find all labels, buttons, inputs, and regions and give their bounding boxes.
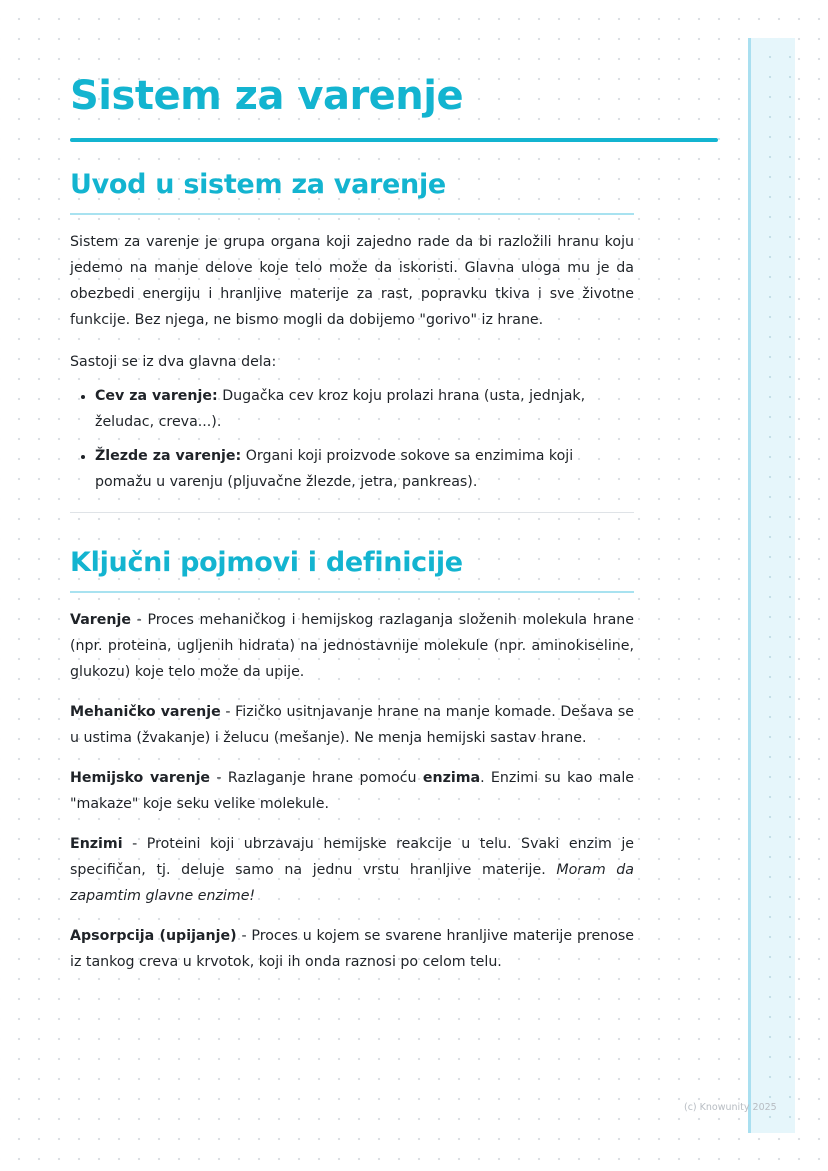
definition xyxy=(70,831,634,909)
definition-text: - Razlaganje hrane pomoću xyxy=(210,770,423,786)
definition xyxy=(70,923,634,975)
intro-paragraph: Sastoji se iz dva glavna dela: xyxy=(70,354,277,370)
copyright-footer: (c) Knowunity 2025 xyxy=(684,1102,777,1113)
list-item-term: Cev za varenje: xyxy=(95,388,218,404)
definition-term: Enzimi xyxy=(70,836,123,852)
definition xyxy=(70,607,634,685)
section-underline xyxy=(70,591,634,593)
definition-note: Moram da zapamtim glavne enzime! xyxy=(70,862,634,904)
section-heading: Ključni pojmovi i definicije xyxy=(70,547,463,578)
definition-term: Apsorpcija (upijanje) xyxy=(70,928,237,944)
definition-text: - Proteini koji ubrzavaju hemijske reakcije u telu. Svaki enzim je specifičan, tj. deluje samo na jednu vrstu hranljive materije. xyxy=(70,836,634,878)
section-divider xyxy=(70,512,634,513)
definition-text: - Proces u kojem se svarene hranljive materije prenose iz tankog creva u krvotok, koji ih onda raznosi po celom telu. xyxy=(70,928,634,970)
definition-text: . Enzimi su kao male "makaze" koje seku velike molekule. xyxy=(70,770,634,812)
section-heading: Uvod u sistem za varenje xyxy=(70,169,446,200)
definition-term: Varenje xyxy=(70,612,131,628)
definition xyxy=(70,699,634,751)
document-content xyxy=(70,68,634,975)
definition xyxy=(70,765,634,817)
section-definitions xyxy=(70,545,634,975)
list-item-text: Organi koji proizvode sokove sa enzimima koji pomažu u varenju (pljuvačne žlezde, jetra, pankreas). xyxy=(95,448,574,490)
section-intro xyxy=(70,167,634,513)
definition-highlight: enzima xyxy=(422,770,481,786)
parts-list xyxy=(70,383,634,495)
intro-paragraph: Sistem za varenje je grupa organa koji zajedno rade da bi razložili hranu koju jedemo na manje delove koje telo može da iskoristi. Glavna uloga mu je da obezbedi energiju i hranljive materije za rast, popravku tkiva i sve životne funkcije. Bez njega, ne bismo mogli da dobijemo "gorivo" iz hrane. xyxy=(70,234,634,328)
definition-term: Mehaničko varenje xyxy=(70,704,221,720)
list-item xyxy=(95,383,634,435)
list-item-term: Žlezde za varenje: xyxy=(95,448,242,464)
definition-text: - Proces mehaničkog i hemijskog razlaganja složenih molekula hrane (npr. proteina, ugljenih hidrata) na jednostavnije molekule (npr. aminokiseline, glukozu) koje telo može da upije. xyxy=(70,612,634,680)
definition-term: Hemijsko varenje xyxy=(70,770,211,786)
page-title: Sistem za varenje xyxy=(70,73,464,119)
list-item-text: Dugačka cev kroz koju prolazi hrana (usta, jednjak, želudac, creva...). xyxy=(95,388,586,430)
list-item xyxy=(95,443,634,495)
margin-strip xyxy=(748,38,795,1133)
definition-text: - Fizičko usitnjavanje hrane na manje komade. Dešava se u ustima (žvakanje) i želucu (mešanje). Ne menja hemijski sastav hrane. xyxy=(70,704,634,746)
section-underline xyxy=(70,213,634,215)
